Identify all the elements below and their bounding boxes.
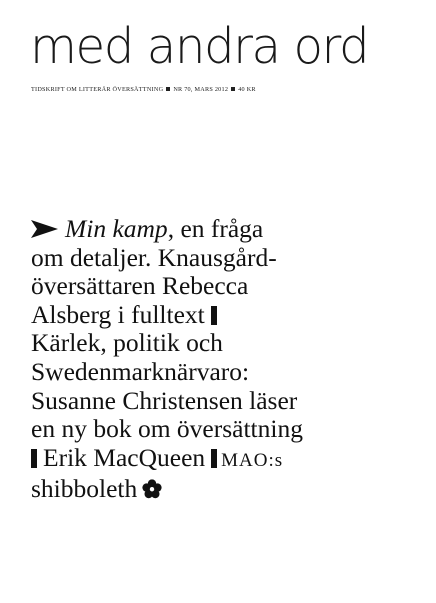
- flower-icon: [142, 479, 162, 499]
- cover-contents-blurb: [31, 215, 411, 504]
- blurb-text: Erik MacQueen: [43, 442, 206, 472]
- blurb-line: översättaren Rebecca: [31, 271, 249, 301]
- blurb-line: om detaljer. Knausgård-: [31, 242, 277, 272]
- arrow-right-icon: [31, 220, 58, 238]
- blurb-line: [31, 444, 411, 476]
- blurb-line: Kärlek, politik och: [31, 328, 223, 358]
- bar-separator-icon: [31, 449, 37, 468]
- blurb-line: Susanne Christensen läser: [31, 385, 298, 415]
- blurb-book-title: Min kamp: [65, 214, 168, 243]
- blurb-text: shibboleth: [31, 474, 138, 504]
- blurb-text: Alsberg i fulltext: [31, 299, 205, 329]
- blurb-line: en ny bok om översättning: [31, 414, 303, 444]
- bar-separator-icon: [211, 306, 217, 325]
- blurb-line: [31, 215, 411, 244]
- square-bullet-icon: [166, 87, 170, 91]
- blurb-smallcaps-text: MAO:s: [221, 449, 284, 471]
- blurb-line: Swedenmarknärvaro:: [31, 356, 250, 386]
- square-bullet-icon: [231, 87, 235, 91]
- blurb-line: [31, 301, 411, 330]
- masthead-subline: [31, 86, 256, 93]
- bar-separator-icon: [211, 449, 217, 468]
- subline-tagline: TIDSKRIFT OM LITTERÄR ÖVERSÄTTNING: [31, 86, 164, 93]
- blurb-line: [31, 475, 411, 504]
- blurb-text: , en fråga: [167, 214, 264, 243]
- masthead-title: med andra ord: [30, 18, 369, 75]
- subline-issue: NR 70, MARS 2012: [173, 86, 229, 93]
- subline-price: 40 KR: [238, 86, 256, 93]
